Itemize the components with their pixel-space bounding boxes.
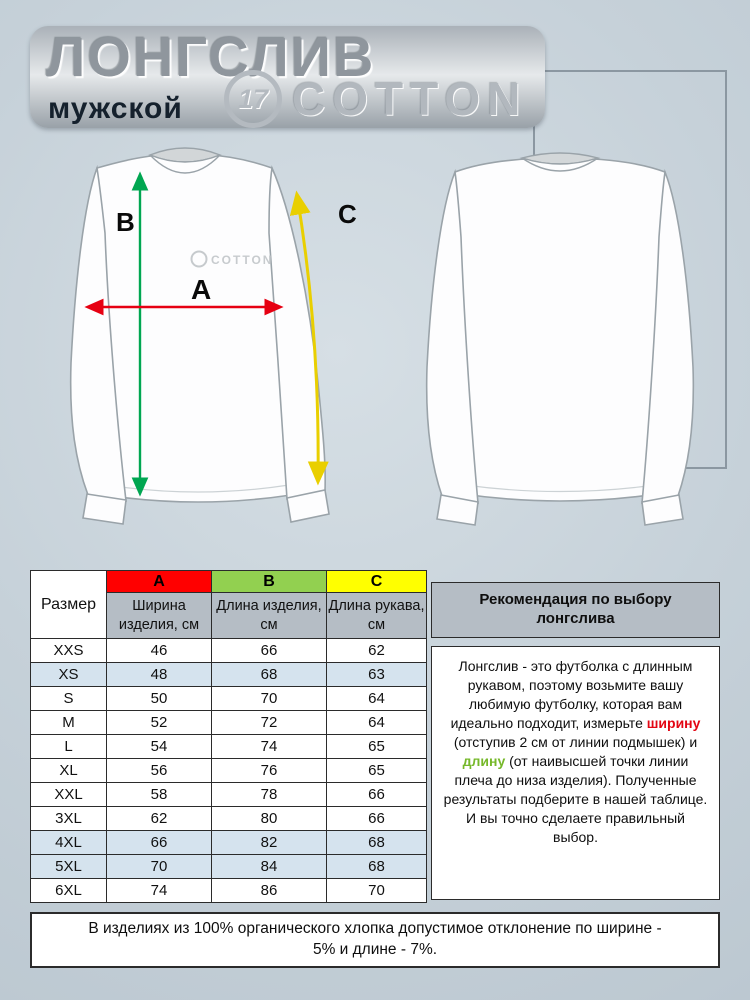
brand-logo-text: COTTON [292, 73, 528, 125]
table-row [31, 687, 427, 711]
value-cell-b: 84 [212, 855, 327, 879]
table-row [31, 783, 427, 807]
column-letter-b: B [212, 571, 327, 593]
size-cell: XXL [31, 783, 107, 807]
column-letter-c: C [327, 571, 427, 593]
size-cell: 6XL [31, 879, 107, 903]
value-cell-a: 70 [107, 855, 212, 879]
label-c: C [338, 199, 357, 229]
table-row [31, 711, 427, 735]
value-cell-b: 80 [212, 807, 327, 831]
table-row [31, 759, 427, 783]
size-cell: S [31, 687, 107, 711]
recommendation-segment: Лонгслив - это футболка с длинным рукавом, поэтому возьмите вашу любимую футболку, которая вам идеально подходит, измерьте [450, 658, 693, 732]
value-cell-c: 62 [327, 639, 427, 663]
footer-note [30, 912, 720, 968]
size-table-body [31, 639, 427, 903]
size-cell: XS [31, 663, 107, 687]
value-cell-c: 65 [327, 759, 427, 783]
value-cell-a: 66 [107, 831, 212, 855]
column-desc-a: Ширина изделия, см [107, 593, 212, 639]
footer-text: В изделиях из 100% органического хлопка допустимое отклонение по ширине - 5% и длине - 7%. [88, 920, 662, 958]
value-cell-a: 58 [107, 783, 212, 807]
label-b: B [116, 207, 135, 237]
value-cell-a: 48 [107, 663, 212, 687]
value-cell-c: 66 [327, 807, 427, 831]
value-cell-c: 65 [327, 735, 427, 759]
value-cell-b: 70 [212, 687, 327, 711]
value-cell-c: 63 [327, 663, 427, 687]
table-row [31, 735, 427, 759]
value-cell-b: 68 [212, 663, 327, 687]
size-cell: M [31, 711, 107, 735]
size-cell: XL [31, 759, 107, 783]
value-cell-b: 66 [212, 639, 327, 663]
table-row [31, 855, 427, 879]
shirt-body-back [443, 158, 677, 501]
column-desc-b: Длина изделия, см [212, 593, 327, 639]
value-cell-a: 74 [107, 879, 212, 903]
recommendation-segment: ширину [646, 715, 701, 732]
value-cell-c: 66 [327, 783, 427, 807]
page-subtitle: мужской [48, 92, 183, 125]
recommendation-segment: длину [462, 753, 506, 770]
table-row [31, 639, 427, 663]
label-a: A [191, 274, 212, 305]
size-cell: 5XL [31, 855, 107, 879]
table-row [31, 831, 427, 855]
value-cell-b: 82 [212, 831, 327, 855]
table-row [31, 807, 427, 831]
value-cell-c: 68 [327, 831, 427, 855]
table-row [31, 663, 427, 687]
value-cell-b: 86 [212, 879, 327, 903]
value-cell-b: 78 [212, 783, 327, 807]
recommendation-segment: (отступив 2 см от линии подмышек) и [453, 734, 698, 751]
recommendation-title: Рекомендация по выбору лонгслива [431, 582, 720, 638]
value-cell-c: 64 [327, 687, 427, 711]
value-cell-a: 56 [107, 759, 212, 783]
value-cell-a: 46 [107, 639, 212, 663]
value-cell-a: 50 [107, 687, 212, 711]
size-cell: L [31, 735, 107, 759]
back-shirt-diagram [408, 142, 708, 537]
value-cell-c: 64 [327, 711, 427, 735]
left-cuff [83, 494, 126, 524]
table-row [31, 879, 427, 903]
size-cell: XXS [31, 639, 107, 663]
bottom-zone [30, 570, 720, 903]
value-cell-b: 74 [212, 735, 327, 759]
page-title: ЛОНГСЛИВ [46, 25, 376, 88]
recommendation-panel [431, 570, 720, 903]
front-shirt-diagram [48, 133, 368, 538]
size-table [30, 570, 427, 903]
chest-logo-text: COTTON [211, 253, 274, 267]
size-cell: 4XL [31, 831, 107, 855]
value-cell-a: 62 [107, 807, 212, 831]
recommendation-segment: (от наивысшей точки линии плеча до низа изделия). Полученные результаты подберите в нашей таблице. И вы точно сделаете правильный выбор. [443, 753, 708, 846]
value-cell-b: 76 [212, 759, 327, 783]
value-cell-a: 52 [107, 711, 212, 735]
brand-mark-icon: 17 [224, 70, 282, 128]
recommendation-text [431, 646, 720, 900]
size-column-header: Размер [31, 571, 107, 639]
column-letter-a: A [107, 571, 212, 593]
column-desc-c: Длина рукава, см [327, 593, 427, 639]
value-cell-b: 72 [212, 711, 327, 735]
value-cell-c: 70 [327, 879, 427, 903]
value-cell-a: 54 [107, 735, 212, 759]
value-cell-c: 68 [327, 855, 427, 879]
size-cell: 3XL [31, 807, 107, 831]
